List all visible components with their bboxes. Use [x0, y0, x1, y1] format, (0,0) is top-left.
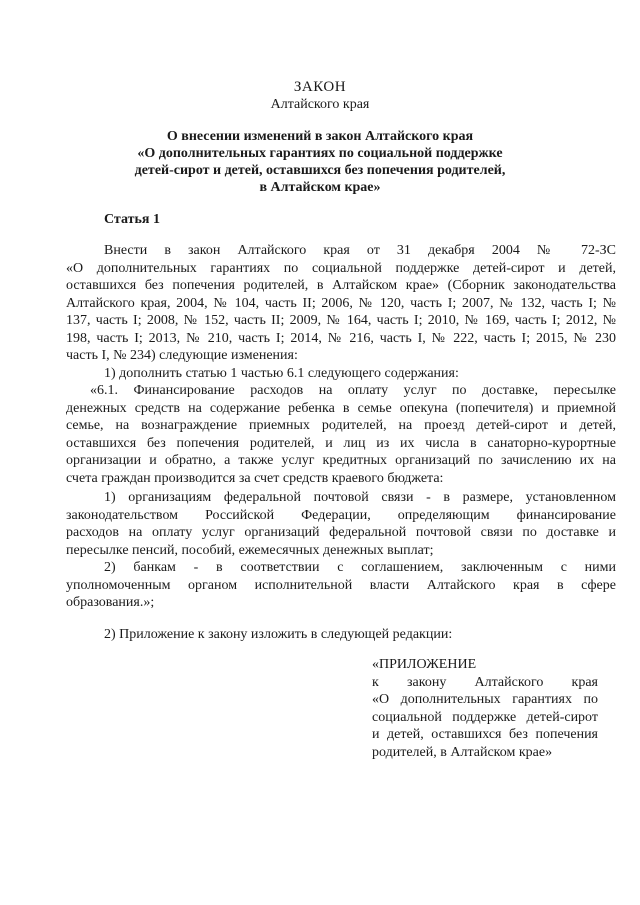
paragraph-line: оставшихся без попечения родителей, и лиц из их числа в санаторно-курортные	[66, 435, 616, 451]
paragraph-line: образования.»;	[66, 595, 155, 610]
paragraph-line: 2) Приложение к закону изложить в следующей редакции:	[104, 627, 453, 642]
appendix-line: к закону Алтайского края	[372, 674, 598, 690]
paragraph-line: пересылке пенсий, пособий, ежемесячных денежных выплат;	[66, 542, 434, 558]
item-2-paragraph	[66, 626, 616, 644]
paragraph-line: часть I, № 234) следующие изменения:	[66, 348, 298, 363]
appendix-line: социальной поддержке детей-сирот	[372, 709, 598, 725]
appendix-heading-block	[372, 656, 598, 761]
paragraph-line: оставшихся без попечения родителей, в Алтайском крае» (Сборник законодательства	[66, 278, 616, 293]
paragraph-line: организации и обратно, а также услуг кредитных организаций по зачислению их на	[66, 453, 616, 468]
appendix-line: и детей, оставшихся без попечения	[372, 727, 598, 742]
appendix-line: «О дополнительных гарантиях по	[372, 692, 598, 707]
paragraph-line: счета граждан производится за счет средств краевого бюджета:	[66, 470, 444, 486]
appendix-line: родителей, в Алтайском крае»	[372, 744, 553, 760]
sub-item-2-paragraph	[66, 559, 616, 612]
law-title	[100, 128, 540, 196]
article-intro-paragraph	[66, 242, 616, 365]
paragraph-line: законодательством Российской Федерации, определяющим финансирование	[66, 507, 616, 523]
document-type-heading: ЗАКОН	[293, 79, 347, 95]
paragraph-line: «О дополнительных гарантиях по социальной поддержке детей-сирот и детей,	[66, 260, 616, 276]
paragraph-line: 1) дополнить статью 1 частью 6.1 следующего содержания:	[104, 366, 459, 381]
item-1-intro	[66, 365, 616, 383]
law-title-line: детей-сирот и детей, оставшихся без попечения родителей,	[134, 163, 506, 178]
paragraph-line: семье, на вознаграждение приемных родителей, на проезд детей-сирот и детей,	[66, 418, 616, 433]
law-title-line: в Алтайском крае»	[259, 180, 381, 195]
paragraph-line: 1) организациям федеральной почтовой связи - в размере, установленном	[104, 490, 616, 505]
article-heading: Статья 1	[104, 212, 160, 227]
law-title-line: «О дополнительных гарантиях по социальной поддержке	[137, 146, 503, 161]
paragraph-line: 198, часть I; 2013, № 210, часть I; 2014, № 216, часть I, № 222, часть I; 2015, № 230	[66, 330, 616, 346]
paragraph-line: уполномоченным органом исполнительной власти Алтайского края в сфере	[66, 577, 616, 593]
paragraph-line: «6.1. Финансирование расходов на оплату услуг по доставке, пересылке	[90, 383, 616, 398]
appendix-line: «ПРИЛОЖЕНИЕ	[372, 657, 477, 672]
clause-6-1-paragraph	[66, 382, 616, 487]
paragraph-line: 2) банкам - в соответствии с соглашением, заключенным с ними	[104, 560, 616, 575]
paragraph-line: Внести в закон Алтайского края от 31 декабря 2004 № 72-ЗС	[104, 243, 616, 258]
paragraph-line: расходов на оплату услуг организаций федеральной почтовой связи по доставке и	[66, 525, 616, 540]
paragraph-line: Алтайского края, 2004, № 104, часть II; 2006, № 120, часть I; 2007, № 132, часть I; №	[66, 295, 616, 311]
document-region-heading: Алтайского края	[270, 97, 370, 112]
paragraph-line: денежных средств на содержание ребенка в семье опекуна (попечителя) и приемной	[66, 400, 616, 416]
paragraph-line: 137, часть I; 2008, № 152, часть II; 2009, № 164, часть I; 2010, № 169, часть I; 2012, №	[66, 313, 616, 328]
sub-item-1-paragraph	[66, 489, 616, 559]
law-title-line: О внесении изменений в закон Алтайского края	[166, 129, 474, 144]
